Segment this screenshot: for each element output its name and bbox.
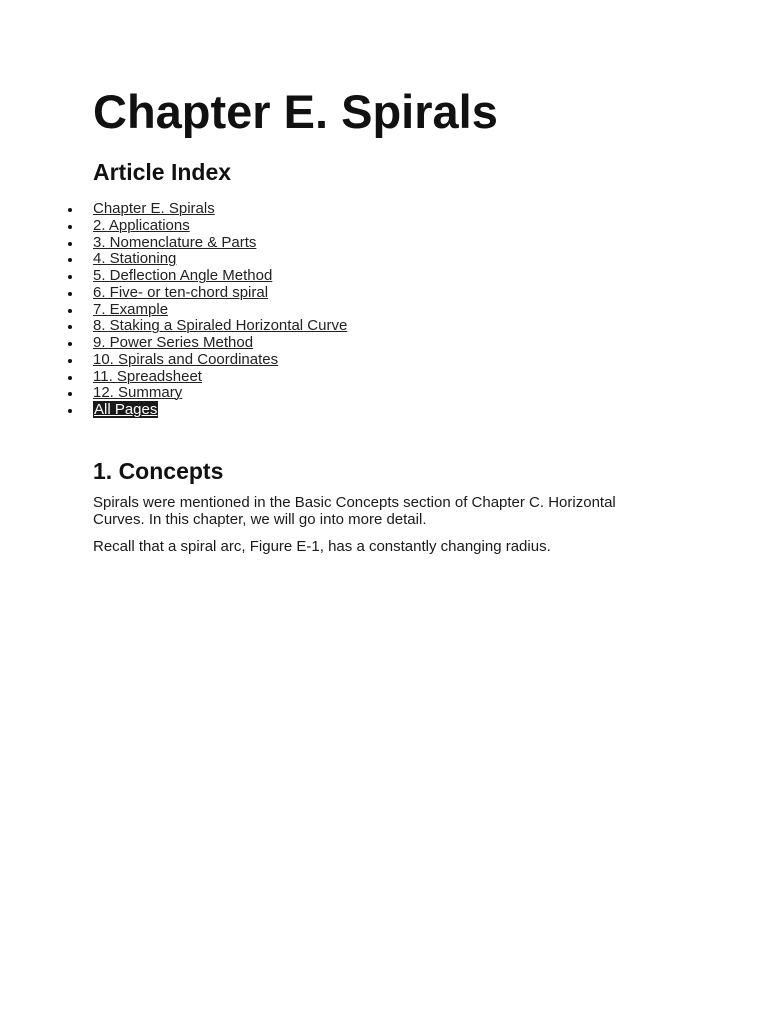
bullet-icon bbox=[68, 225, 72, 229]
index-link-nomenclature-parts[interactable]: 3. Nomenclature & Parts bbox=[93, 233, 257, 251]
index-item bbox=[93, 302, 347, 319]
article-index-list bbox=[93, 201, 347, 419]
bullet-icon bbox=[68, 359, 72, 363]
index-item bbox=[93, 385, 347, 402]
bullet-icon bbox=[68, 342, 72, 346]
index-item bbox=[93, 235, 347, 252]
index-item bbox=[93, 268, 347, 285]
index-item bbox=[93, 201, 347, 218]
index-link-example[interactable]: 7. Example bbox=[93, 300, 169, 318]
bullet-icon bbox=[68, 208, 72, 212]
index-link-five-or-ten-chord-spiral[interactable]: 6. Five- or ten-chord spiral bbox=[93, 283, 269, 301]
bullet-icon bbox=[68, 325, 72, 329]
bullet-icon bbox=[68, 242, 72, 246]
bullet-icon bbox=[68, 275, 72, 279]
section-heading: 1. Concepts bbox=[93, 458, 224, 484]
article-index-heading: Article Index bbox=[93, 159, 232, 185]
index-link-spreadsheet[interactable]: 11. Spreadsheet bbox=[93, 367, 202, 385]
index-item bbox=[93, 352, 347, 369]
index-link-chapter-e-spirals[interactable]: Chapter E. Spirals bbox=[93, 200, 215, 217]
chapter-title: Chapter E. Spirals bbox=[93, 85, 498, 138]
index-link-summary[interactable]: 12. Summary bbox=[93, 384, 183, 402]
bullet-icon bbox=[68, 309, 72, 313]
index-item bbox=[93, 369, 347, 386]
body-paragraph: Spirals were mentioned in the Basic Concepts section of Chapter C. Horizontal Curves. In this chapter, we will go into more detail. bbox=[93, 494, 616, 528]
index-link-applications[interactable]: 2. Applications bbox=[93, 216, 190, 234]
index-link-stationing[interactable]: 4. Stationing bbox=[93, 250, 177, 268]
index-item bbox=[93, 285, 347, 302]
index-link-power-series-method[interactable]: 9. Power Series Method bbox=[93, 334, 254, 351]
index-item bbox=[93, 251, 347, 268]
index-link-all-pages[interactable]: All Pages bbox=[94, 401, 158, 418]
index-item bbox=[93, 335, 347, 352]
index-link-deflection-angle-method[interactable]: 5. Deflection Angle Method bbox=[93, 267, 273, 284]
bullet-icon bbox=[68, 258, 72, 262]
index-item bbox=[93, 402, 347, 419]
bullet-icon bbox=[68, 376, 72, 380]
bullet-icon bbox=[68, 409, 72, 413]
index-item bbox=[93, 318, 347, 335]
index-item bbox=[93, 218, 347, 235]
bullet-icon bbox=[68, 292, 72, 296]
bullet-icon bbox=[68, 392, 72, 396]
body-paragraph: Recall that a spiral arc, Figure E-1, has a constantly changing radius. bbox=[93, 538, 551, 555]
index-link-staking-spiraled-curve[interactable]: 8. Staking a Spiraled Horizontal Curve bbox=[93, 317, 348, 335]
index-link-spirals-and-coordinates[interactable]: 10. Spirals and Coordinates bbox=[93, 350, 279, 368]
